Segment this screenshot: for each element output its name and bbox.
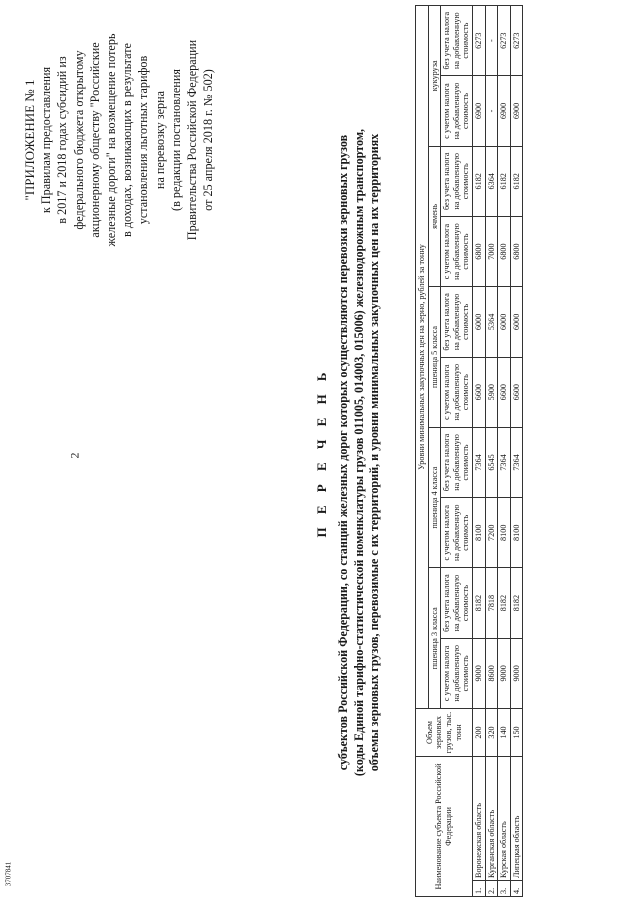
table-row: [510, 6, 523, 897]
price-cell: 8100: [510, 498, 523, 568]
price-cell: 6800: [498, 216, 511, 286]
table-row: [485, 6, 498, 897]
price-cell: 6273: [472, 6, 485, 76]
table-row: [498, 6, 511, 897]
header-without-vat: без учета налога на добавленную стоимость: [441, 146, 473, 216]
appendix-line: федерального бюджета открытому: [71, 50, 86, 230]
header-without-vat: без учета налога на добавленную стоимость: [441, 427, 473, 497]
page-number: 2: [67, 452, 82, 459]
document-heading: [314, 0, 383, 905]
price-cell: 6900: [510, 76, 523, 146]
region-name: Воронежская область: [472, 757, 485, 881]
volume-cell: 320: [485, 709, 498, 757]
price-cell: 6364: [485, 146, 498, 216]
price-cell: 7000: [485, 216, 498, 286]
price-cell: 6000: [472, 287, 485, 357]
price-cell: -: [485, 6, 498, 76]
price-cell: 6900: [472, 76, 485, 146]
header-group: пшеница 3 класса: [428, 568, 441, 709]
heading-line: субъектов Российской Федерации, со станций железных дорог которых осуществляются перевозки зерновых грузов: [336, 134, 350, 771]
price-cell: 6182: [472, 146, 485, 216]
table-row: [472, 6, 485, 897]
price-cell: 8182: [472, 568, 485, 638]
price-cell: 8182: [498, 568, 511, 638]
header-with-vat: с учетом налога на добавленную стоимость: [441, 76, 473, 146]
appendix-line: установления льготных тарифов: [136, 55, 151, 225]
price-table: [415, 5, 523, 897]
appendix-block: [22, 5, 216, 275]
header-group: пшеница 4 класса: [428, 427, 441, 568]
header-with-vat: с учетом налога на добавленную стоимость: [441, 216, 473, 286]
price-cell: 7364: [498, 427, 511, 497]
header-without-vat: без учета налога на добавленную стоимость: [441, 6, 473, 76]
header-group: ячмень: [428, 146, 441, 287]
header-with-vat: с учетом налога на добавленную стоимость: [441, 638, 473, 708]
appendix-line: Правительства Российской Федерации: [185, 39, 200, 241]
price-cell: 5900: [485, 357, 498, 427]
heading-line: (коды Единой тарифно-статистической номенклатуры грузов 011005, 014003, 015006) железнодорожным транспортом,: [351, 128, 366, 777]
volume-cell: 200: [472, 709, 485, 757]
volume-cell: 150: [510, 709, 523, 757]
price-cell: 7364: [472, 427, 485, 497]
price-cell: 9000: [472, 638, 485, 708]
row-number: 4.: [510, 881, 523, 897]
appendix-line: к Правилам предоставления: [39, 66, 54, 214]
price-cell: 6182: [510, 146, 523, 216]
price-cell: 6273: [510, 6, 523, 76]
price-cell: 8182: [510, 568, 523, 638]
price-cell: 6600: [498, 357, 511, 427]
price-cell: 8100: [472, 498, 485, 568]
region-name: Липецкая область: [510, 757, 523, 881]
appendix-line: на перевозку зерна: [152, 90, 167, 190]
appendix-line: акционерному обществу "Российские: [87, 42, 102, 238]
region-name: Курганская область: [485, 757, 498, 881]
price-cell: 6900: [498, 76, 511, 146]
header-without-vat: без учета налога на добавленную стоимость: [441, 287, 473, 357]
heading-title: П Е Р Е Ч Е Н Ь: [314, 367, 329, 538]
price-cell: 6800: [510, 216, 523, 286]
price-cell: -: [485, 76, 498, 146]
price-cell: 6273: [498, 6, 511, 76]
header-group: пшеница 5 класса: [428, 287, 441, 428]
header-volume: Объем зерновых грузов, тыс. тонн: [416, 709, 473, 757]
row-number: 1.: [472, 881, 485, 897]
appendix-title: "ПРИЛОЖЕНИЕ № 1: [22, 79, 37, 201]
region-name: Курская область: [498, 757, 511, 881]
appendix-line: от 25 апреля 2018 г. № 502): [201, 69, 216, 211]
price-cell: 6000: [498, 287, 511, 357]
price-cell: 5364: [485, 287, 498, 357]
heading-line: объемы зерновых грузов, перевозимые с их территорий, и уровни минимальных закупочных цен на их территориях: [367, 133, 382, 772]
header-without-vat: без учета налога на добавленную стоимость: [441, 568, 473, 638]
row-number: 3.: [498, 881, 511, 897]
price-cell: 6600: [472, 357, 485, 427]
price-cell: 7818: [485, 568, 498, 638]
document-id: 3707841: [4, 861, 13, 887]
appendix-line: в доходах, возникающих в результате: [120, 43, 135, 237]
price-cell: 9000: [510, 638, 523, 708]
row-number: 2.: [485, 881, 498, 897]
appendix-line: (в редакции постановления: [168, 69, 183, 211]
price-cell: 6000: [510, 287, 523, 357]
header-name: Наименование субъекта Российской Федерации: [416, 757, 473, 897]
appendix-line: железные дороги" на возмещение потерь: [104, 33, 119, 247]
price-cell: 7364: [510, 427, 523, 497]
appendix-line: в 2017 и 2018 годах субсидий из: [55, 56, 70, 224]
price-cell: 9000: [498, 638, 511, 708]
header-with-vat: с учетом налога на добавленную стоимость: [441, 498, 473, 568]
price-cell: 6800: [472, 216, 485, 286]
price-cell: 7200: [485, 498, 498, 568]
price-cell: 6182: [498, 146, 511, 216]
price-cell: 6600: [510, 357, 523, 427]
header-with-vat: с учетом налога на добавленную стоимость: [441, 357, 473, 427]
header-group: кукуруза: [428, 6, 441, 147]
price-cell: 6545: [485, 427, 498, 497]
price-cell: 8100: [498, 498, 511, 568]
price-cell: 8600: [485, 638, 498, 708]
header-prices: Уровни минимальных закупочных цен на зерно, рублей за тонну: [416, 6, 429, 709]
volume-cell: 140: [498, 709, 511, 757]
